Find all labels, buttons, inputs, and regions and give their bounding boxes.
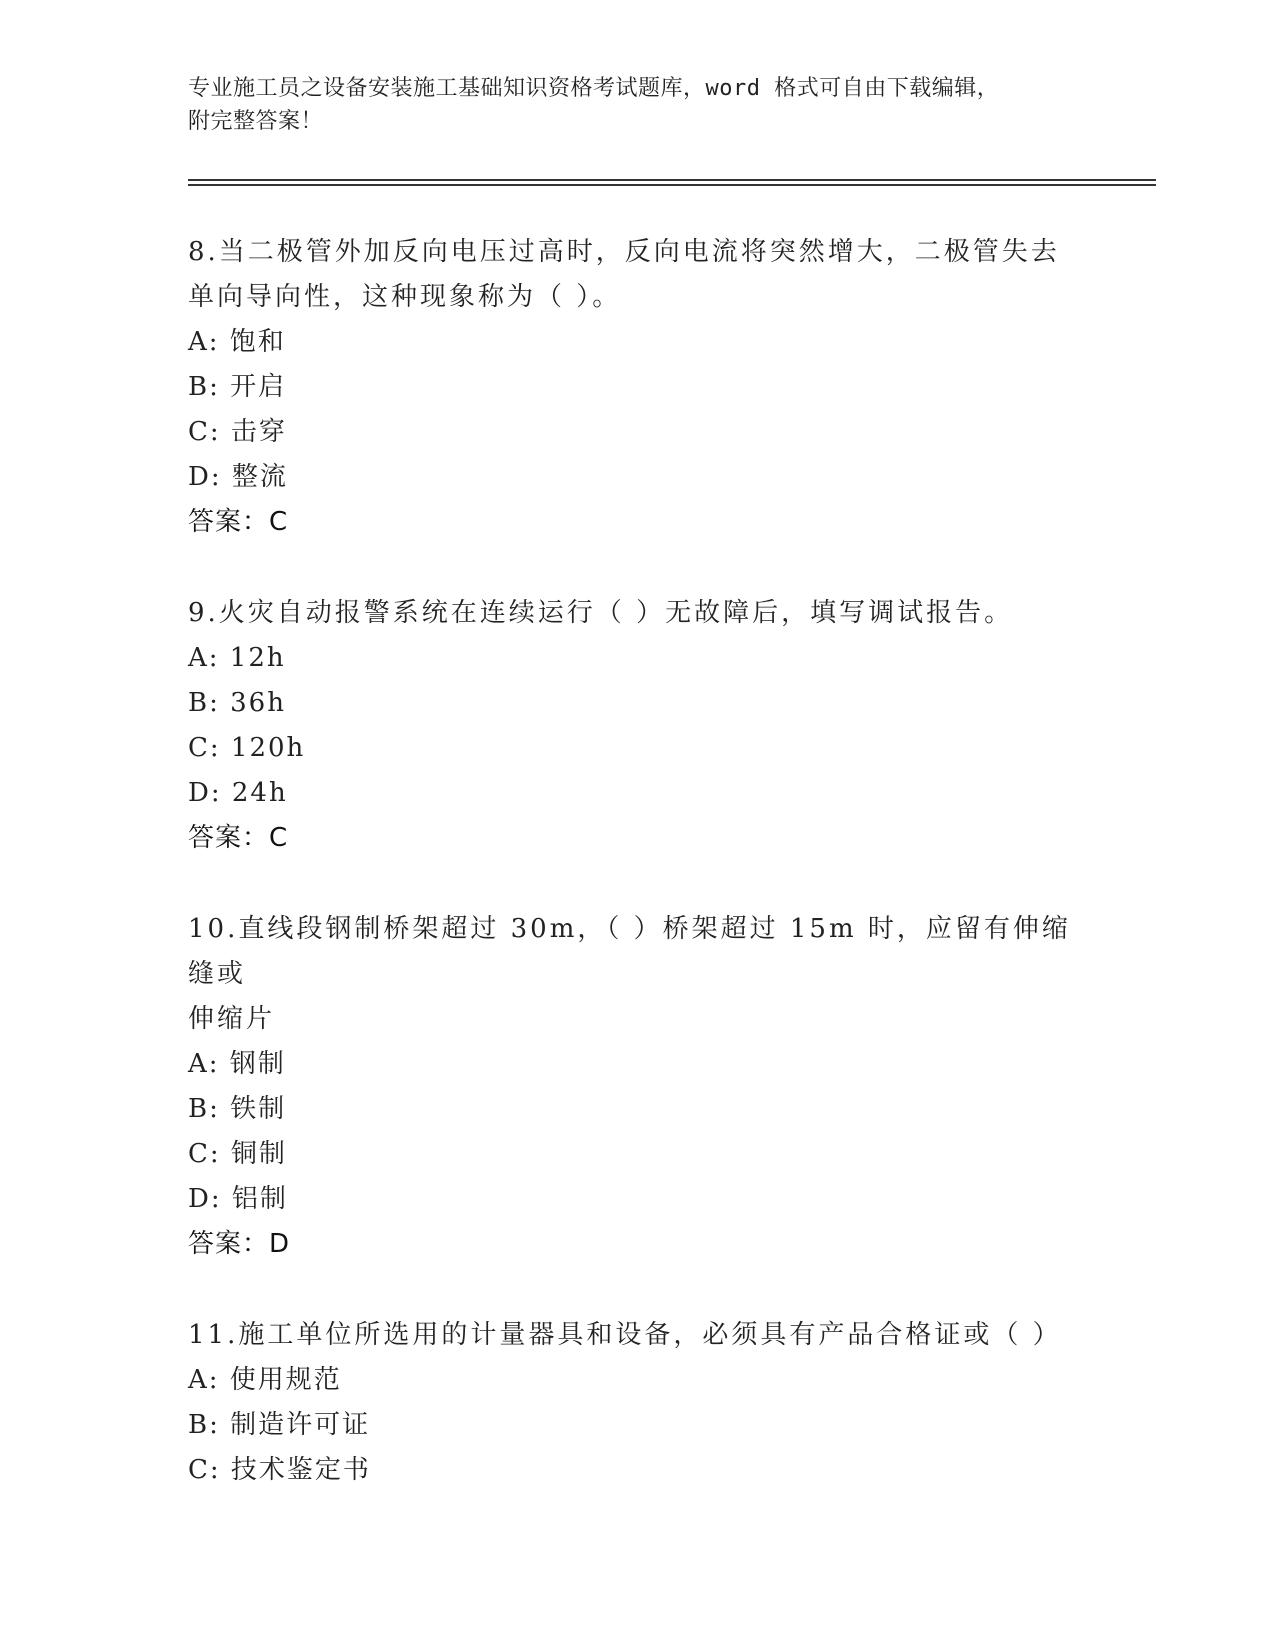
question-stem: 11.施工单位所选用的计量器具和设备，必须具有产品合格证或（ ）: [188, 1320, 1062, 1350]
answer: 答案：C: [188, 823, 289, 853]
question-stem: 9.火灾自动报警系统在连续运行（ ）无故障后，填写调试报告。: [188, 598, 1014, 628]
question-stem: 10.直线段钢制桥架超过 30m，（ ）桥架超过 15m 时，应留有伸缩缝或: [188, 914, 1071, 989]
question-stem: 8.当二极管外加反向电压过高时，反向电流将突然增大，二极管失去: [188, 237, 1060, 267]
option-a: A: 钢制: [188, 1049, 286, 1079]
option-a: A: 使用规范: [188, 1365, 342, 1395]
option-b: B: 开启: [188, 372, 287, 402]
option-c: C: 击穿: [188, 417, 287, 447]
option-d: D: 24h: [188, 778, 288, 808]
option-b: B: 36h: [188, 688, 286, 718]
option-d: D: 铝制: [188, 1184, 288, 1214]
option-c: C: 120h: [188, 733, 306, 763]
document-header: [188, 72, 1068, 138]
header-line-2: 附完整答案！: [188, 109, 324, 134]
question-11: [188, 1313, 1088, 1493]
option-c: C: 技术鉴定书: [188, 1455, 371, 1485]
header-line-1: 专业施工员之设备安装施工基础知识资格考试题库，word 格式可自由下载编辑，: [188, 76, 1000, 101]
header-divider-top: [188, 179, 1156, 181]
question-10: [188, 907, 1088, 1267]
answer: 答案：D: [188, 1229, 291, 1259]
question-stem-continued: 伸缩片: [188, 1004, 276, 1034]
option-d: D: 整流: [188, 462, 288, 492]
header-divider-bottom: [188, 184, 1156, 186]
option-a: A: 饱和: [188, 327, 286, 357]
question-8: [188, 230, 1088, 545]
option-b: B: 铁制: [188, 1094, 287, 1124]
answer: 答案：C: [188, 507, 289, 537]
option-b: B: 制造许可证: [188, 1410, 371, 1440]
option-c: C: 铜制: [188, 1139, 287, 1169]
question-9: [188, 591, 1088, 861]
option-a: A: 12h: [188, 643, 286, 673]
question-list: [188, 230, 1088, 1539]
question-stem-continued: 单向导向性，这种现象称为（ ）。: [188, 282, 622, 312]
